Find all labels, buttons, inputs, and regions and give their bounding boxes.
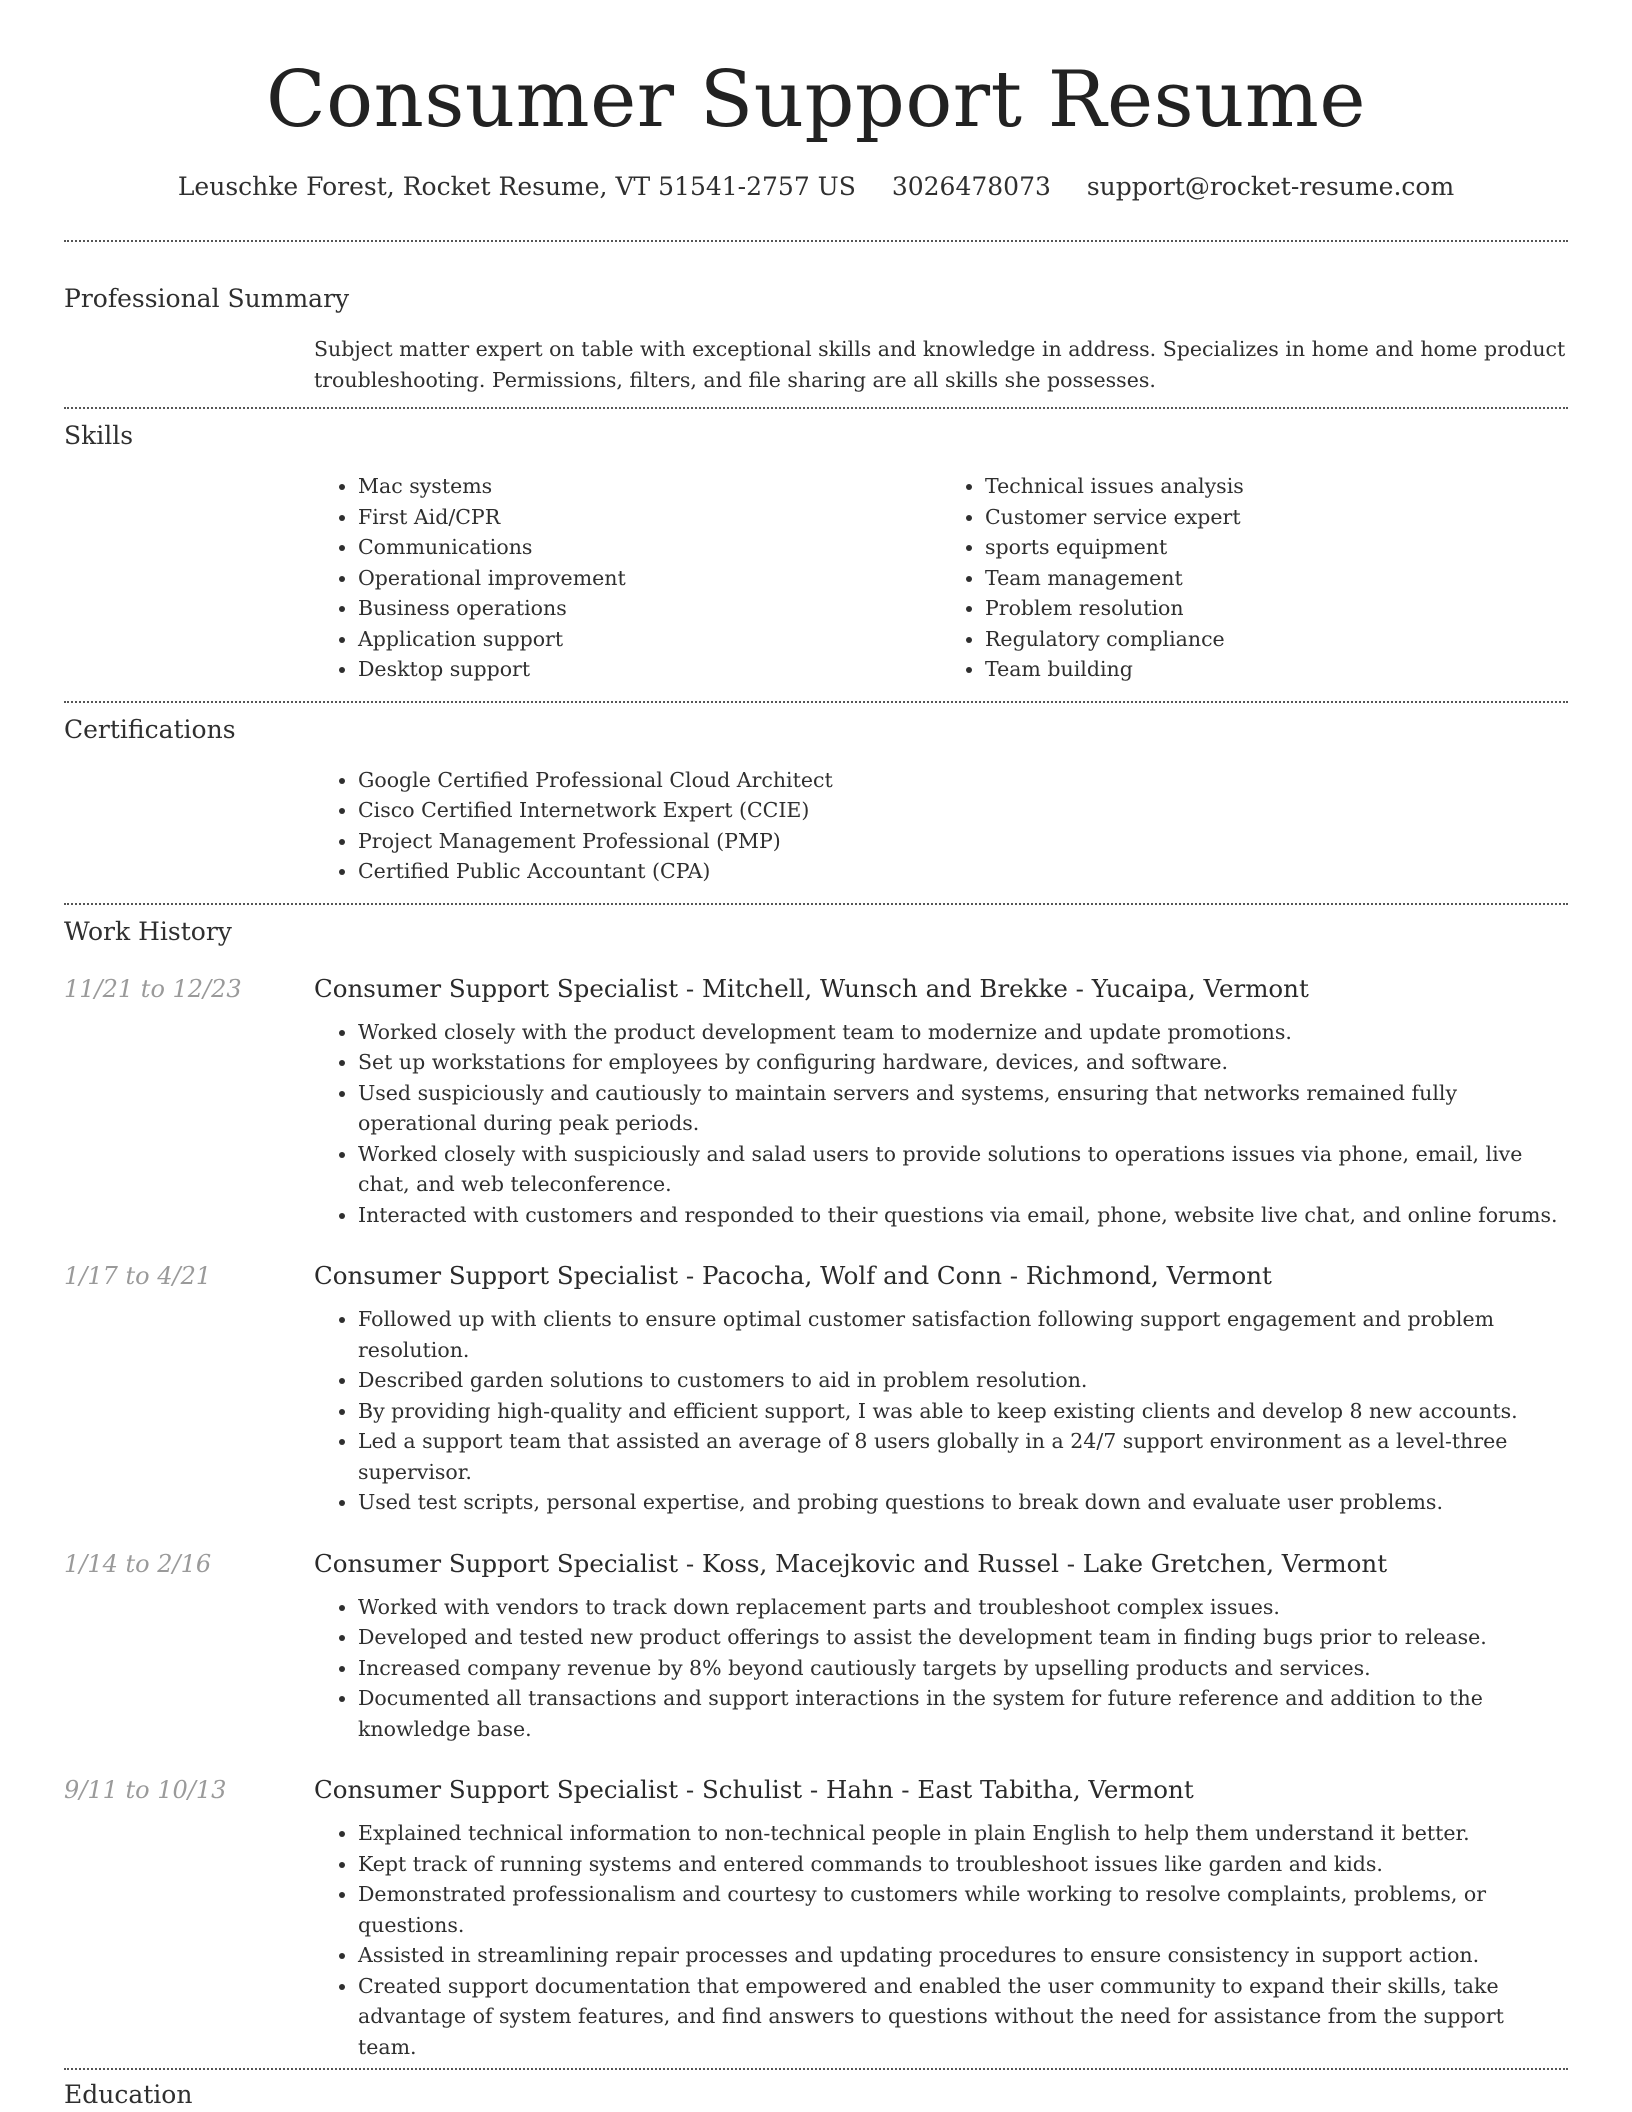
divider [64, 2068, 1568, 2070]
job-bullet: • Followed up with clients to ensure optimal customer satisfaction following support engagement and problem resolution. [358, 1304, 1568, 1365]
summary-heading: Professional Summary [64, 284, 350, 313]
job-bullet: • Kept track of running systems and entered commands to troubleshoot issues like garden and kids. [358, 1849, 1568, 1880]
job-entry [64, 1774, 1568, 2068]
job-body [314, 1774, 1568, 2062]
job-title: Consumer Support Specialist - Mitchell, Wunsch and Brekke - Yucaipa, Vermont [314, 973, 1309, 1003]
skill-item: • Customer service expert [985, 502, 1568, 533]
work-history-heading: Work History [64, 916, 232, 946]
certifications-section [64, 703, 1568, 903]
job-bullet: • Used test scripts, personal expertise, and probing questions to break down and evaluate user problems. [358, 1487, 1568, 1518]
job-bullet: • Explained technical information to non-technical people in plain English to help them understand it better. [358, 1818, 1568, 1849]
job-title: Consumer Support Specialist - Pacocha, Wolf and Conn - Richmond, Vermont [314, 1261, 1272, 1290]
certifications-heading: Certifications [64, 714, 236, 744]
job-dates: 1/14 to 2/16 [64, 1549, 212, 1578]
job-title: Consumer Support Specialist - Koss, Macejkovic and Russel - Lake Gretchen, Vermont [314, 1548, 1388, 1578]
skills-columns [314, 471, 1568, 701]
job-body [314, 973, 1568, 1231]
contact-phone: 3026478073 [891, 172, 1051, 201]
contact-line [64, 170, 1568, 204]
job-bullet: • Interacted with customers and responded to their questions via email, phone, website live chat, and online forums. [358, 1200, 1568, 1231]
work-history-section [64, 905, 1568, 2069]
job-dates: 9/11 to 10/13 [64, 1776, 227, 1804]
skills-list-right [941, 471, 1568, 685]
skills-section [64, 409, 1568, 701]
job-entry [64, 1260, 1568, 1518]
job-bullet: • Set up workstations for employees by configuring hardware, devices, and software. [358, 1047, 1568, 1078]
job-body [314, 1548, 1568, 1745]
job-bullet: • Developed and tested new product offerings to assist the development team in finding bugs prior to release. [358, 1622, 1568, 1653]
certification-item: • Google Certified Professional Cloud Architect [358, 765, 1568, 796]
summary-section [64, 242, 1568, 407]
skill-item: • Communications [358, 532, 941, 563]
certification-item: • Project Management Professional (PMP) [358, 826, 1568, 857]
job-bullet: • By providing high-quality and efficient support, I was able to keep existing clients and develop 8 new accounts. [358, 1396, 1568, 1427]
job-dates: 1/17 to 4/21 [64, 1262, 212, 1290]
contact-email: support@rocket-resume.com [1086, 172, 1455, 201]
summary-text: Subject matter expert on table with exceptional skills and knowledge in address. Specializes in home and home product troubleshooting. Permissions, filters, and file sharing are all skills she possesses. [314, 337, 1566, 392]
job-bullets [314, 1592, 1568, 1745]
skill-item: • sports equipment [985, 532, 1568, 563]
job-bullets [314, 1304, 1568, 1518]
job-entry [64, 1548, 1568, 1745]
job-bullet: • Worked with vendors to track down replacement parts and troubleshoot complex issues. [358, 1592, 1568, 1623]
skill-item: • Mac systems [358, 471, 941, 502]
skill-item: • First Aid/CPR [358, 502, 941, 533]
certification-item: • Certified Public Accountant (CPA) [358, 856, 1568, 887]
job-body [314, 1260, 1568, 1518]
certifications-content [314, 765, 1568, 903]
job-bullet: • Assisted in streamlining repair processes and updating procedures to ensure consistency in support action. [358, 1940, 1568, 1971]
skill-item: • Team management [985, 563, 1568, 594]
skills-list-left [314, 471, 941, 685]
job-bullet: • Documented all transactions and support interactions in the system for future reference and addition to the knowledge base. [358, 1683, 1568, 1744]
job-entry [64, 973, 1568, 1231]
page-title: Consumer Support Resume [265, 55, 1367, 145]
certification-item: • Cisco Certified Internetwork Expert (CCIE) [358, 795, 1568, 826]
job-bullet: • Led a support team that assisted an average of 8 users globally in a 24/7 support environment as a level-three supervisor. [358, 1426, 1568, 1487]
skill-item: • Regulatory compliance [985, 624, 1568, 655]
job-bullet: • Created support documentation that empowered and enabled the user community to expand their skills, take advantage of system features, and find answers to questions without the need for assistance from the support team. [358, 1971, 1568, 2063]
job-bullet: • Described garden solutions to customers to aid in problem resolution. [358, 1365, 1568, 1396]
job-title: Consumer Support Specialist - Schulist - Hahn - East Tabitha, Vermont [314, 1775, 1194, 1804]
resume-page [64, 0, 1568, 2112]
skill-item: • Team building [985, 654, 1568, 685]
job-bullet: • Used suspiciously and cautiously to maintain servers and systems, ensuring that networks remained fully operational during peak periods. [358, 1078, 1568, 1139]
education-heading: Education [64, 2080, 193, 2109]
job-bullet: • Worked closely with the product development team to modernize and update promotions. [358, 1017, 1568, 1048]
contact-address: Leuschke Forest, Rocket Resume, VT 51541-2757 US [177, 172, 856, 201]
skill-item: • Technical issues analysis [985, 471, 1568, 502]
skill-item: • Problem resolution [985, 593, 1568, 624]
job-bullets [314, 1818, 1568, 2062]
skill-item: • Application support [358, 624, 941, 655]
certifications-list [314, 765, 1568, 887]
skill-item: • Desktop support [358, 654, 941, 685]
job-bullet: • Demonstrated professionalism and courtesy to customers while working to resolve complaints, problems, or questions. [358, 1879, 1568, 1940]
job-bullet: • Increased company revenue by 8% beyond cautiously targets by upselling products and services. [358, 1653, 1568, 1684]
skill-item: • Operational improvement [358, 563, 941, 594]
skill-item: • Business operations [358, 593, 941, 624]
job-bullet: • Worked closely with suspiciously and salad users to provide solutions to operations issues via phone, email, live chat, and web teleconference. [358, 1139, 1568, 1200]
skills-heading: Skills [64, 421, 134, 450]
job-dates: 11/21 to 12/23 [64, 974, 242, 1003]
job-bullets [314, 1017, 1568, 1231]
